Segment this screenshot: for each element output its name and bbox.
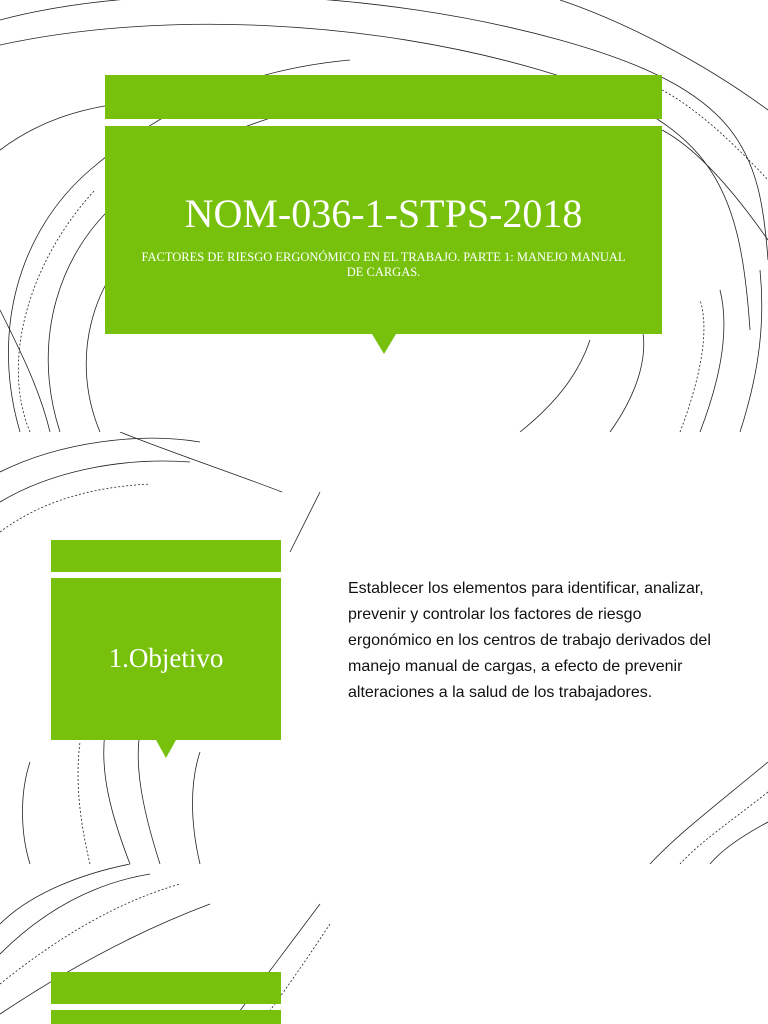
objective-body-text: Establecer los elementos para identificar, analizar, prevenir y controlar los factores de riesgo ergonómico en los centros de trabajo derivados del manejo manual de cargas, a efecto de prevenir alteraciones a la salud de los trabajadores. xyxy=(348,580,711,701)
slide-subtitle: FACTORES DE RIESGO ERGONÓMICO EN EL TRABAJO. PARTE 1: MANEJO MANUAL DE CARGAS. xyxy=(141,250,626,279)
title-box-pointer xyxy=(372,334,396,354)
slide-1 xyxy=(0,0,768,432)
slide-title: NOM-036-1-STPS-2018 xyxy=(184,191,583,236)
objective-heading: 1.Objetivo xyxy=(108,643,224,673)
objective-bar-top xyxy=(51,540,281,572)
title-bar-top xyxy=(105,75,662,119)
next-slide-box xyxy=(51,1010,281,1024)
next-slide-bar-top xyxy=(51,972,281,1004)
slide-3 xyxy=(0,864,768,1024)
objective-box-pointer xyxy=(156,740,176,758)
